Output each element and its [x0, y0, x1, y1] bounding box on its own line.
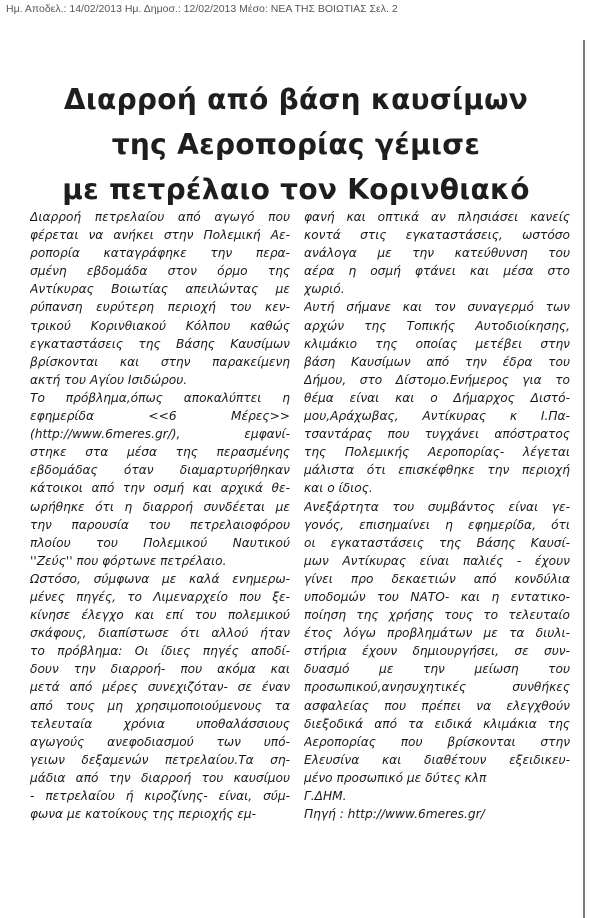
article-text-line: Διαρροή πετρελαίου από αγωγό που	[30, 210, 290, 224]
article-text-line: ασφαλείας που πρέπει να ελεγχθούν	[304, 698, 570, 713]
article-text-line: τρικού Κορινθιακού Κόλπου καθώς	[30, 318, 290, 333]
article-text-line: Δήμου, στο Δίστομο.Ενήμερος για το	[304, 372, 570, 387]
article-text-line: γειων δεξαμενών πετρελαίου.Τα ση-	[30, 752, 290, 767]
article-text-line: διεξοδικά από τα ειδικά κλιμάκια της	[304, 716, 570, 731]
article-text-line: τελευταία χρόνια υποθαλάσσιους	[30, 716, 290, 731]
article-text-line: ωρήθηκε ότι η διαρροή συνδέεται με	[30, 499, 290, 514]
article-text-line: Ωστόσο, σύμφωνα με καλά ενημερω-	[30, 571, 290, 586]
article-text-line: ροπορία καταγράφηκε την περα-	[30, 246, 290, 261]
article-text-line: Ανεξάρτητα του συμβάντος είναι γε-	[304, 499, 570, 514]
article-text-line: αρχών της Τοπικής Αυτοδιοίκησης,	[304, 318, 570, 333]
article-text-line: έτος λόγω προβλημάτων με τα διυλι-	[304, 626, 570, 641]
article-text-line: μετά από μέρες συνεχιζόταν- σε έναν	[30, 680, 290, 695]
article-text-line: θέμα είναι και ο Δήμαρχος Διστό-	[304, 390, 570, 405]
column-divider-rule	[583, 40, 585, 918]
article-text-line: δουν την διαρροή- που ακόμα και	[30, 662, 290, 677]
article-text-line: οι εγκαταστάσεις της Βάσης Καυσί-	[304, 535, 570, 550]
article-text-line: χωριό.	[304, 282, 345, 297]
article-text-line: αγωγούς ανεφοδιασμού των υπό-	[30, 734, 290, 749]
article-text-line: μένο προσωπικό με δύτες κλπ	[304, 770, 487, 785]
article-text-line: μάδια από την διαρροή του καυσίμου	[30, 770, 290, 785]
article-text-line: τσαντάρας που τυγχάνει απόστρατος	[304, 427, 570, 442]
article-text-line: φωνα με κατοίκους της περιοχής εμ-	[30, 807, 257, 822]
article-text-line: ανάλογα με την κατεύθυνση του	[304, 246, 570, 261]
article-text-line: Ελευσίνα και διαθέτουν εξειδικευ-	[304, 752, 570, 767]
article-text-line: ''Ζεύς'' που φόρτωνε πετρέλαιο.	[30, 553, 227, 568]
article-text-line: βάση Καυσίμων από την έδρα του	[304, 354, 570, 369]
article-text-line: μου,Αράχωβας, Αντίκυρας κ Ι.Πα-	[304, 409, 570, 424]
article-text-line: μων Αντίκυρας είναι παλιές - έχουν	[304, 553, 570, 568]
article-text-line: κάτοικοι από την οσμή και αρχικά θε-	[30, 481, 290, 496]
article-column-left	[30, 208, 290, 823]
article-text-line: ακτή του Αγίου Ισιδώρου.	[30, 372, 188, 387]
article-text-line: γονός, επισημαίνει η εφημερίδα, ότι	[304, 517, 570, 532]
headline-line: με πετρέλαιο τον Κορινθιακό	[62, 172, 530, 206]
article-text-line: μάλιστα ότι επισκέφθηκε την περιοχή	[304, 463, 570, 478]
article-text-line: στήρια έχουν δημιουργήσει, σε συν-	[304, 644, 570, 659]
clipping-metadata: Ημ. Αποδελ.: 14/02/2013 Ημ. Δημοσ.: 12/02/2013 Μέσο: ΝΕΑ ΤΗΣ ΒΟΙΩΤΙΑΣ Σελ. 2	[6, 3, 398, 15]
article-text-line: δυασμό με την μείωση του	[304, 662, 570, 677]
article-text-line: εφημερίδα <<6 Μέρες>>	[30, 409, 290, 424]
article-text-line: φανή και οπτικά αν πλησιάσει κανείς	[304, 210, 570, 224]
article-text-line: Αυτή σήμανε και τον συναγερμό των	[304, 300, 570, 315]
article-text-line: Αεροπορίας που βρίσκονται στην	[304, 734, 570, 749]
article-text-line: πλοίου του Πολεμικού Ναυτικού	[30, 535, 290, 550]
article-text-line: ρύπανση ευρύτερη περιοχή του κεν-	[30, 300, 290, 315]
article-text-line: εγκαταστάσεις της Βάσης Καυσίμων	[30, 336, 290, 351]
article-text-line: και ο ίδιος.	[304, 481, 373, 496]
article-text-line: σμένη εβδομάδα στον όρμο της	[30, 264, 290, 279]
article-text-line: εβδομάδας όταν διαμαρτυρήθηκαν	[30, 463, 290, 478]
article-text-line: γίνει προ δεκαετιών από κονδύλια	[304, 571, 570, 586]
article-text-line: μένες πηγές, το Λιμεναρχείο που ξε-	[30, 589, 290, 604]
article-text-line: το πρόβλημα: Οι ίδιες πηγές αποδί-	[30, 644, 290, 659]
article-text-line: κλιμάκιο της οποίας μετέβει στην	[304, 336, 570, 351]
article-text-line: (http://www.6meres.gr/), εμφανί-	[30, 427, 290, 442]
article-text-line: Πηγή : http://www.6meres.gr/	[304, 807, 485, 822]
article-text-line: από τους μη χρησιμοποιούμενους τα	[30, 698, 290, 713]
article-text-line: σκάφους, διαπίστωσε ότι αλλού ήταν	[30, 626, 290, 641]
article-text-line: κίνησε έλεγχο και επί του πολεμικού	[30, 608, 290, 623]
article-headline	[14, 77, 578, 212]
article-text-line: Το πρόβλημα,όπως αποκαλύπτει η	[30, 390, 290, 405]
article-text-line: Αντίκυρας Βοιωτίας απειλώντας με	[30, 282, 290, 297]
article-text-line: την παρουσία του πετρελαιοφόρου	[30, 517, 290, 532]
article-text-line: βρίσκονται και στην παρακείμενη	[30, 354, 290, 369]
headline-line: Διαρροή από βάση καυσίμων	[63, 82, 529, 116]
article-text-line: στηκε στα μέσα της περασμένης	[30, 445, 290, 460]
headline-line: της Αεροπορίας γέμισε	[111, 127, 481, 161]
article-text-line: - πετρελαίου ή κιροζίνης- είναι, σύμ-	[30, 789, 290, 803]
article-text-line: της Πολεμικής Αεροπορίας- λέγεται	[304, 445, 570, 460]
article-column-right	[304, 208, 570, 823]
article-text-line: κοντά στις εγκαταστάσεις, ωστόσο	[304, 228, 570, 243]
article-text-line: ποίηση της χρήσης τους το τελευταίο	[304, 608, 570, 623]
article-text-line: υποδομών του ΝΑΤΟ- και η εντατικο-	[304, 589, 570, 604]
article-text-line: προσωπικού,ανησυχητικές συνθήκες	[304, 680, 570, 695]
article-text-line: αέρα η οσμή φτάνει και μέσα στο	[304, 264, 570, 279]
article-text-line: φέρεται να ανήκει στην Πολεμική Αε-	[30, 228, 290, 243]
article-text-line: Γ.ΔΗΜ.	[304, 789, 347, 803]
